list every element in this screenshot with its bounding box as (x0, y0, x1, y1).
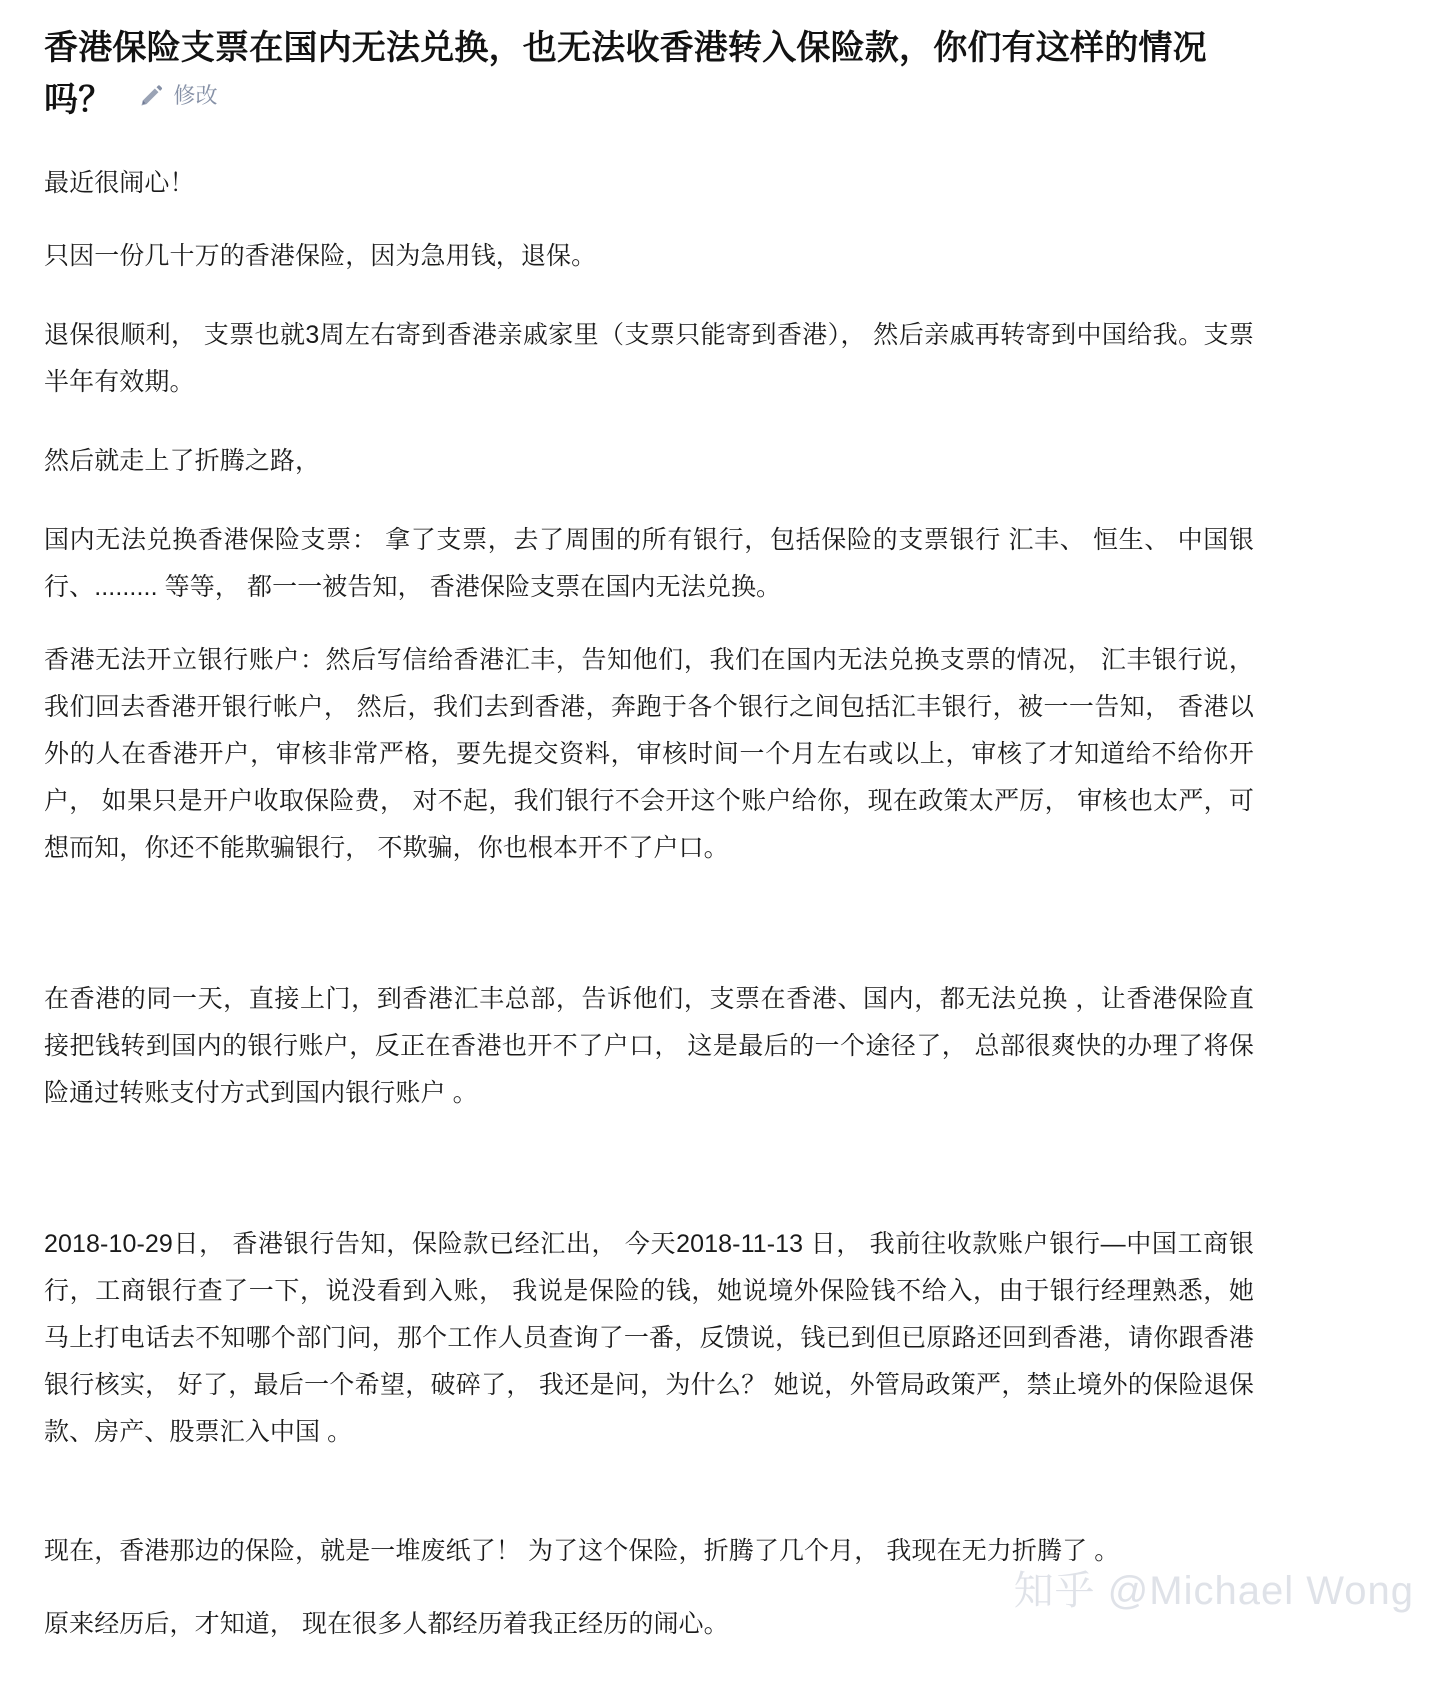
answer-paragraph: 然后就走上了折腾之路， (44, 447, 321, 475)
page-content (44, 22, 1254, 1674)
answer-paragraph: 国内无法兑换香港保险支票： 拿了支票，去了周围的所有银行，包括保险的支票银行 汇丰、 恒生、 中国银行、......... 等等， 都一一被告知， 香港保险支票在国内无法兑换。 (44, 526, 1254, 601)
pencil-icon (138, 83, 164, 109)
answer-paragraph: 2018-10-29日， 香港银行告知，保险款已经汇出， 今天2018-11-13 日， 我前往收款账户银行—中国工商银行，工商银行查了一下，说没看到入账， 我说是保险的钱，她说境外保险钱不给入，由于银行经理熟悉，她马上打电话去不知哪个部门问，那个工作人员查询了一番，反馈说，钱已到但已原路还回到香港，请你跟香港银行核实， 好了，最后一个希望，破碎了， 我还是问，为什么？ 她说，外管局政策严，禁止境外的保险退保款、房产、股票汇入中国 。 (44, 1230, 1254, 1446)
watermark: 知乎 @Michael Wong (1013, 1569, 1414, 1613)
edit-question-label: 修改 (173, 83, 218, 108)
answer-paragraph: 现在，香港那边的保险，就是一堆废纸了！ 为了这个保险，折腾了几个月， 我现在无力折腾了 。 (44, 1537, 1120, 1565)
question-title-text: 香港保险支票在国内无法兑换，也无法收香港转入保险款，你们有这样的情况吗？ (44, 29, 1207, 119)
answer-paragraph: 原来经历后，才知道， 现在很多人都经历着我正经历的闹心。 (44, 1610, 729, 1638)
answer-paragraph: 退保很顺利， 支票也就3周左右寄到香港亲戚家里（支票只能寄到香港）， 然后亲戚再转寄到中国给我。支票半年有效期。 (44, 321, 1254, 396)
answer-paragraph: 在香港的同一天，直接上门，到香港汇丰总部，告诉他们，支票在香港、国内，都无法兑换 ，让香港保险直接把钱转到国内的银行账户，反正在香港也开不了户口， 这是最后的一个途径了， 总部很爽快的办理了将保险通过转账支付方式到国内银行账户 。 (44, 985, 1254, 1107)
edit-question-button[interactable] (138, 83, 217, 109)
answer-paragraph: 只因一份几十万的香港保险，因为急用钱，退保。 (44, 242, 597, 270)
answer-paragraph: 最近很闹心！ (44, 169, 195, 197)
answer-body (44, 160, 1254, 1648)
page-title (44, 22, 1254, 126)
answer-paragraph: 香港无法开立银行账户：然后写信给香港汇丰，告知他们，我们在国内无法兑换支票的情况， 汇丰银行说，我们回去香港开银行帐户， 然后，我们去到香港，奔跑于各个银行之间包括汇丰银行，被一一告知， 香港以外的人在香港开户，审核非常严格，要先提交资料，审核时间一个月左右或以上，审核了才知道给不给你开户， 如果只是开户收取保险费， 对不起，我们银行不会开这个账户给你，现在政策太严厉， 审核也太严，可想而知，你还不能欺骗银行， 不欺骗，你也根本开不了户口。 (44, 646, 1254, 862)
